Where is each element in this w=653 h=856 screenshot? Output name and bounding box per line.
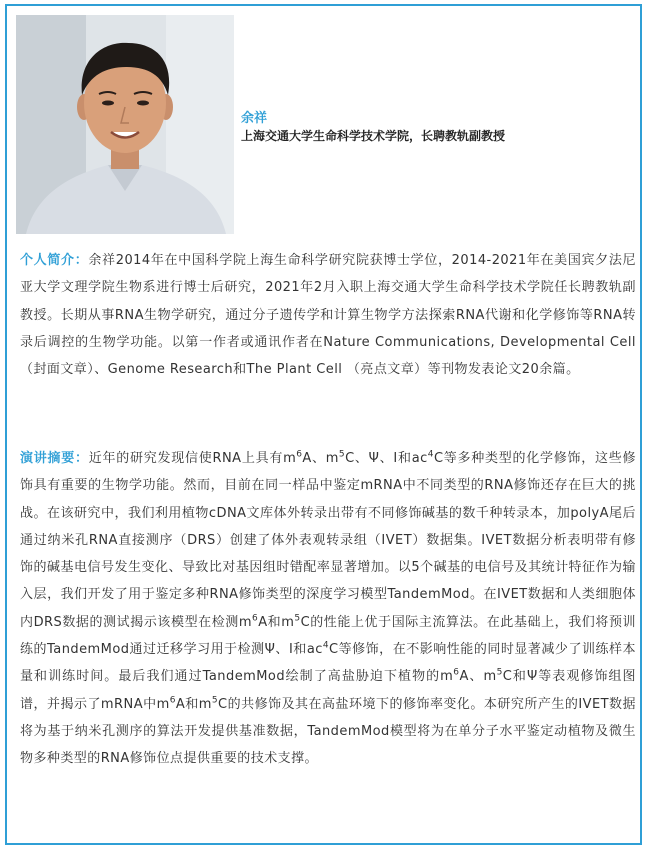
abstract-text: C、Ψ、I和ac bbox=[345, 451, 428, 466]
abstract-text: C等多种类型的化学修饰，这些修饰具有重要的生物学功能。然而，目前在同一样品中鉴定mRNA中不同类型的RNA修饰还存在巨大的挑战。在该研究中，我们利用植物cDNA文库体外转录出带有不同修饰碱基的数千种转录本，加polyA尾后通过纳米孔RNA直接测序（DRS）创建了体外表观转录组（IVET）数据集。IVET数据分析表明带有修饰的碱基电信号发生变化、导致比对基因组时错配率显著增加。以5个碱基的电信号及其统计特征作为输入层，我们开发了用于鉴定多种RNA修饰类型的深度学习模型TandemMod。在IVET数据和人类细胞体内DRS数据的测试揭示该模型在检测m bbox=[20, 451, 636, 630]
speaker-card bbox=[5, 4, 642, 845]
superscript: 5 bbox=[294, 613, 301, 624]
abstract-text: A、m bbox=[302, 451, 339, 466]
superscript: 5 bbox=[338, 449, 346, 460]
superscript: 6 bbox=[169, 695, 176, 706]
abstract-text: A、m bbox=[459, 669, 497, 685]
superscript: 6 bbox=[296, 449, 303, 460]
abstract-text: 近年的研究发现信使RNA上具有m bbox=[88, 451, 297, 466]
abstract-text: A和m bbox=[258, 614, 295, 630]
superscript: 5 bbox=[496, 668, 503, 679]
superscript: 4 bbox=[322, 640, 330, 651]
superscript: 4 bbox=[427, 449, 434, 460]
abstract-text: C等修饰，在不影响性能的同时显著减少了训练样本量和训练时间。最后我们通过TandemMod绘制了高盐胁迫下植物的m bbox=[20, 642, 636, 685]
superscript: 6 bbox=[453, 668, 460, 679]
abstract-text: C的性能上优于国际主流算法。在此基础上，我们将预训练的TandemMod通过迁移学习用于检测Ψ、I和ac bbox=[20, 614, 636, 658]
abstract-label: 演讲摘要： bbox=[20, 451, 89, 466]
abstract-section bbox=[20, 445, 636, 773]
bio-section bbox=[20, 247, 636, 383]
speaker-photo bbox=[16, 15, 234, 234]
speaker-affiliation: 上海交通大学生命科学技术学院，长聘教轨副教授 bbox=[241, 129, 506, 143]
superscript: 5 bbox=[211, 695, 219, 706]
abstract-text: C的共修饰及其在高盐环境下的修饰率变化。本研究所产生的IVET数据将为基于纳米孔测序的算法开发提供基准数据，TandemMod模型将为在单分子水平鉴定动植物及微生物多种类型的RNA修饰位点提供重要的技术支撑。 bbox=[20, 696, 636, 767]
portrait-illustration bbox=[16, 15, 234, 234]
speaker-name: 余祥 bbox=[241, 111, 268, 126]
abstract-text: A和m bbox=[175, 696, 212, 712]
bio-text: 余祥2014年在中国科学院上海生命科学研究院获博士学位，2014-2021年在美国宾夕法尼亚大学文理学院生物系进行博士后研究，2021年2月入职上海交通大学生命科学技术学院任长聘教轨副教授。长期从事RNA生物学研究，通过分子遗传学和计算生物学方法探索RNA代谢和化学修饰等RNA转录后调控的生物学功能。以第一作者或通讯作者在Nature Communications, Developmental Cell（封面文章）、Genome Research和The Plant Cell （亮点文章）等刊物发表论文20余篇。 bbox=[20, 253, 636, 378]
bio-label: 个人简介： bbox=[20, 253, 89, 268]
abstract-text: C和Ψ等表观修饰组图谱，并揭示了mRNA中m bbox=[20, 669, 636, 712]
superscript: 6 bbox=[252, 613, 259, 624]
